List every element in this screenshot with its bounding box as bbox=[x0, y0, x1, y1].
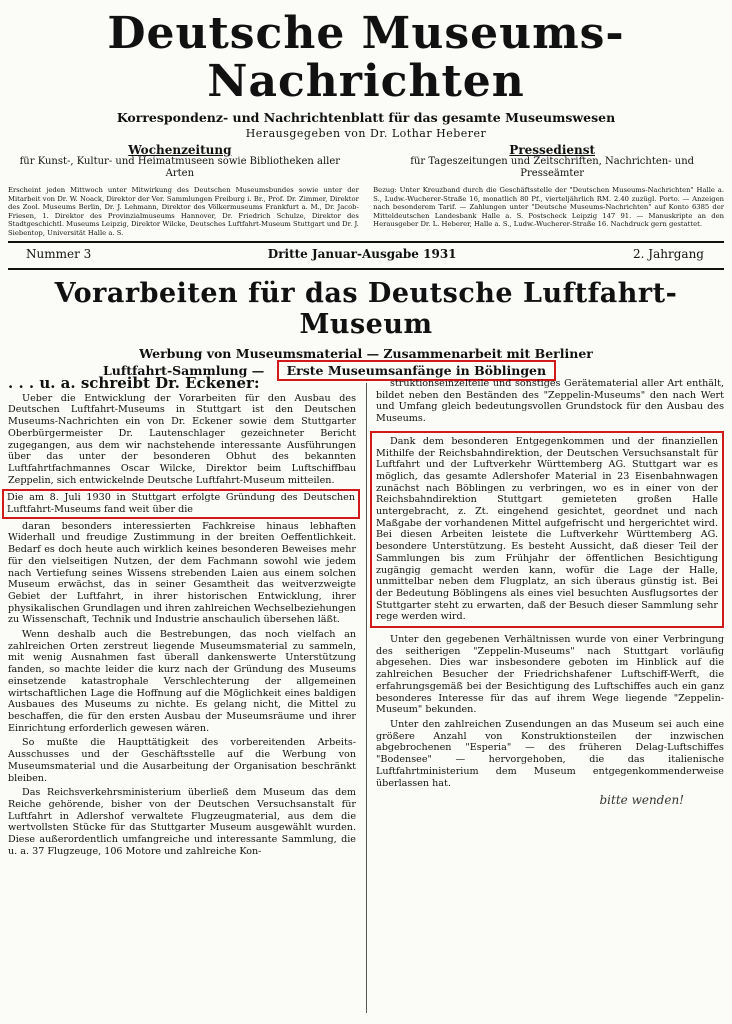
highlighted-paragraph: Dank dem besonderen Entgegenkommen und der finanziellen Mithilfe der Reichsbahndirektion, der Deutschen Versuchsanstalt für Luftfahrt und der Luftverkehr Württemberg AG. Stuttgart war es möglich, das gesamte Adlershofer Material in 23 Eisenbahnwagen zunächst nach Böblingen zu verbringen, wo es in einer von der Reichsbahndirektion Stuttgart gemieteten großen Halle untergebracht, z. Zt. eingehend gesichtet, geordnet und nach Maßgabe der vorhandenen Mittel aufgefrischt und hergerichtet wird. Bei diesen Arbeiten leistete die Luftverkehr Württemberg AG. besondere Unterstützung. Es besteht Aussicht, daß dieser Teil der Sammlungen bis zum Frühjahr der öffentlichen Besichtigung zugängig gemacht werden kann, wofür die Lage der Halle, unmittelbar neben dem Flugplatz, an sich überaus günstig ist. Bei der Bedeutung Böblingens als eines viel besuchten Ausflugsortes der Stuttgarter steht zu erwarten, daß der Besuch dieser Sammlung sehr rege werden wird. bbox=[376, 435, 718, 623]
column-divider bbox=[366, 383, 367, 1013]
subheadline-text: Luftfahrt-Sammlung — bbox=[103, 363, 265, 378]
masthead-fineprint bbox=[8, 186, 724, 237]
newspaper-page bbox=[8, 8, 724, 1016]
highlighted-passage bbox=[370, 431, 724, 628]
fineprint-left: Erscheint jeden Mittwoch unter Mitwirkung des Deutschen Museumsbundes sowie unter der Mitarbeit von Dr. W. Noack, Direktor der Ver. Sammlungen Freiburg i. Br., Prof. Dr. Zimmer, Direktor des Zool. Museums Berlin, Dr. J. Lehmann, Direktor des Völkermuseums Frankfurt a. M., Dr. Jacob-Friesen, 1. Direktor des Provinzialmuseums Hannover, Dr. Friedrich Schulze, Direktor des Stadtgeschichtl. Museums Leipzig, Direktor Wilcke, Deutsches Luftfahrt-Museum Stuttgart und Dr. J. Siebentop, Universität Halle a. S. bbox=[8, 186, 359, 237]
article-kicker: . . . u. a. schreibt Dr. Eckener: bbox=[8, 374, 260, 392]
masthead-columns bbox=[8, 144, 724, 180]
issue-number: Nummer 3 bbox=[26, 247, 92, 261]
issue-bar bbox=[8, 243, 724, 264]
paragraph: Wenn deshalb auch die Bestrebungen, das noch vielfach an zahlreichen Orten zerstreut liegende Museumsmaterial zu sammeln, mit wenig Ausnahmen fast überall dankenswerte Unterstützung fanden, so machte leider die kurz nach der Gründung des Museums einsetzende katastrophale Verschlechterung der allgemeinen wirtschaftlichen Lage die Hoffnung auf die Möglichkeit eines baldigen Ausbaues des Museums zu nichte. Es gelang nicht, die Mittel zu beschaffen, die für den ersten Ausbau der Museumsräume und ihrer Einrichtung erforderlich gewesen wären. bbox=[8, 629, 356, 734]
paragraph: Unter den gegebenen Verhältnissen wurde von einer Verbringung des seitherigen "Zeppelin-Museums" nach Stuttgart vorläufig abgesehen. Dies war insbesondere geboten im Hinblick auf die zahlreichen Besucher der Friedrichshafener Luftschiff-Werft, die erfahrungsgemäß bei der Besichtigung des Luftschiffes auch ein ganz besonderes Interesse für das auf ihrem Wege liegende "Zeppelin-Museum" bekunden. bbox=[376, 634, 724, 716]
left-heading: Wochenzeitung bbox=[128, 143, 232, 157]
masthead-left bbox=[8, 144, 352, 180]
masthead-right bbox=[380, 144, 724, 180]
right-column bbox=[376, 378, 724, 1018]
article-headline: Vorarbeiten für das Deutsche Luftfahrt-Museum bbox=[54, 278, 678, 340]
paragraph: Ueber die Entwicklung der Vorarbeiten für den Ausbau des Deutschen Luftfahrt-Museums in Stuttgart ist den Deutschen Museums-Nachrichten ein von Dr. Eckener sowie dem Stuttgarter Oberbürgermeister Dr. Lautenschlager gezeichneter Bericht zugegangen, aus dem wir nachstehende interessante Ausführungen über das unter der besonderen Obhut des bekannten Luftfahrtfachmannes Oscar Wilcke, Direktor beim Luftschiffbau Zeppelin, sich entwickelnde Deutsche Luftfahrt-Museum mitteilen. bbox=[8, 392, 356, 486]
fineprint-right: Bezug: Unter Kreuzband durch die Geschäftsstelle der "Deutschen Museums-Nachrichten" Halle a. S., Ludw.-Wucherer-Straße 16, monatlich 80 Pf., vierteljährlich RM. 2.40 zuzügl. Porto. — Anzeigen nach besonderem Tarif. — Zahlungen unter "Deutsche Museums-Nachrichten" auf Konto 6385 der Mitteldeutschen Landesbank Halle a. S. Postscheck Leipzig 147 91. — Manuskripte an den Herausgeber Dr. L. Heberer, Halle a. S., Ludw.-Wucherer-Straße 16. Nachdruck gern gestattet. bbox=[373, 186, 724, 228]
issue-volume: 2. Jahrgang bbox=[633, 247, 704, 261]
left-column bbox=[7, 374, 356, 1018]
paragraph: daran besonders interessierten Fachkreise hinaus lebhaften Widerhall und freudige Zustimmung in der breiten Oeffentlichkeit. Bedarf es doch heute auch wirklich keines besonderen Beweises mehr für den vielseitigen Nutzen, der dem Fachmann sowohl wie jedem nach Vertiefung seines Wissens strebenden Laien aus einem solchen Museum erwächst, das in seiner Gesamtheit das weitverzweigte Gebiet der Luftfahrt, in ihrer historischen Entwicklung, ihrer physikalischen Grundlagen und ihren zahlreichen Wechselbeziehungen zu Wissenschaft, Technik und Industrie anschaulich übersehen läßt. bbox=[8, 520, 356, 626]
article-subheadline-1: Werbung von Museumsmaterial — Zusammenarbeit mit Berliner bbox=[139, 346, 593, 361]
divider bbox=[8, 268, 724, 270]
masthead-title: Deutsche Museums-Nachrichten bbox=[107, 8, 625, 107]
highlighted-passage bbox=[2, 489, 360, 518]
paragraph: So mußte die Haupttätigkeit des vorbereitenden Arbeits-Ausschusses und der Geschäftsstelle auf die Werbung von Museumsmaterial und die Ausarbeitung der Organisation beschränkt bleiben. bbox=[8, 737, 356, 784]
left-text: für Kunst-, Kultur- und Heimatmuseen sowie Bibliotheken aller Arten bbox=[19, 156, 341, 179]
handwritten-note: bitte wenden! bbox=[599, 793, 684, 808]
paragraph: struktionseinzelteile und sonstiges Gerätematerial aller Art enthält, bildet neben den Beständen des "Zeppelin-Museums" den nach Wert und Umfang gleich bedeutungsvollen Grundstock für den Ausbau des Museums. bbox=[376, 378, 724, 425]
masthead-subtitle: Korrespondenz- und Nachrichtenblatt für das gesamte Museumswesen bbox=[116, 110, 616, 125]
issue-edition: Dritte Januar-Ausgabe 1931 bbox=[267, 247, 457, 261]
right-heading: Pressedienst bbox=[509, 143, 596, 157]
masthead-editor: Herausgegeben von Dr. Lothar Heberer bbox=[245, 127, 487, 140]
highlighted-subheadline: Erste Museumsanfänge in Böblingen bbox=[277, 360, 557, 381]
highlighted-text: Die am 8. Juli 1930 in Stuttgart erfolgte Gründung des Deutschen Luftfahrt-Museums fand weit über die bbox=[7, 492, 355, 516]
paragraph: Unter den zahlreichen Zusendungen an das Museum sei auch eine größere Anzahl von Konstruktionsteilen der inzwischen abgebrochenen "Esperia" — des früheren Delag-Luftschiffes "Bodensee" — hervorgehoben, die das italienische Luftfahrtministerium dem Museum entgegenkommenderweise überlassen hat. bbox=[376, 718, 724, 789]
right-text: für Tageszeitungen und Zeitschriften, Nachrichten- und Presseämter bbox=[410, 156, 695, 179]
paragraph: Das Reichsverkehrsministerium überließ dem Museum das dem Reiche gehörende, bisher von der Deutschen Versuchsanstalt für Luftfahrt in Adlershof verwaltete Flugzeugmaterial, aus dem die wertvollsten Stücke für das Stuttgarter Museum ausgewählt wurden. Diese außerordentlich umfangreiche und interessante Sammlung, die u. a. 37 Flugzeuge, 106 Motore und zahlreiche Kon- bbox=[8, 787, 356, 857]
